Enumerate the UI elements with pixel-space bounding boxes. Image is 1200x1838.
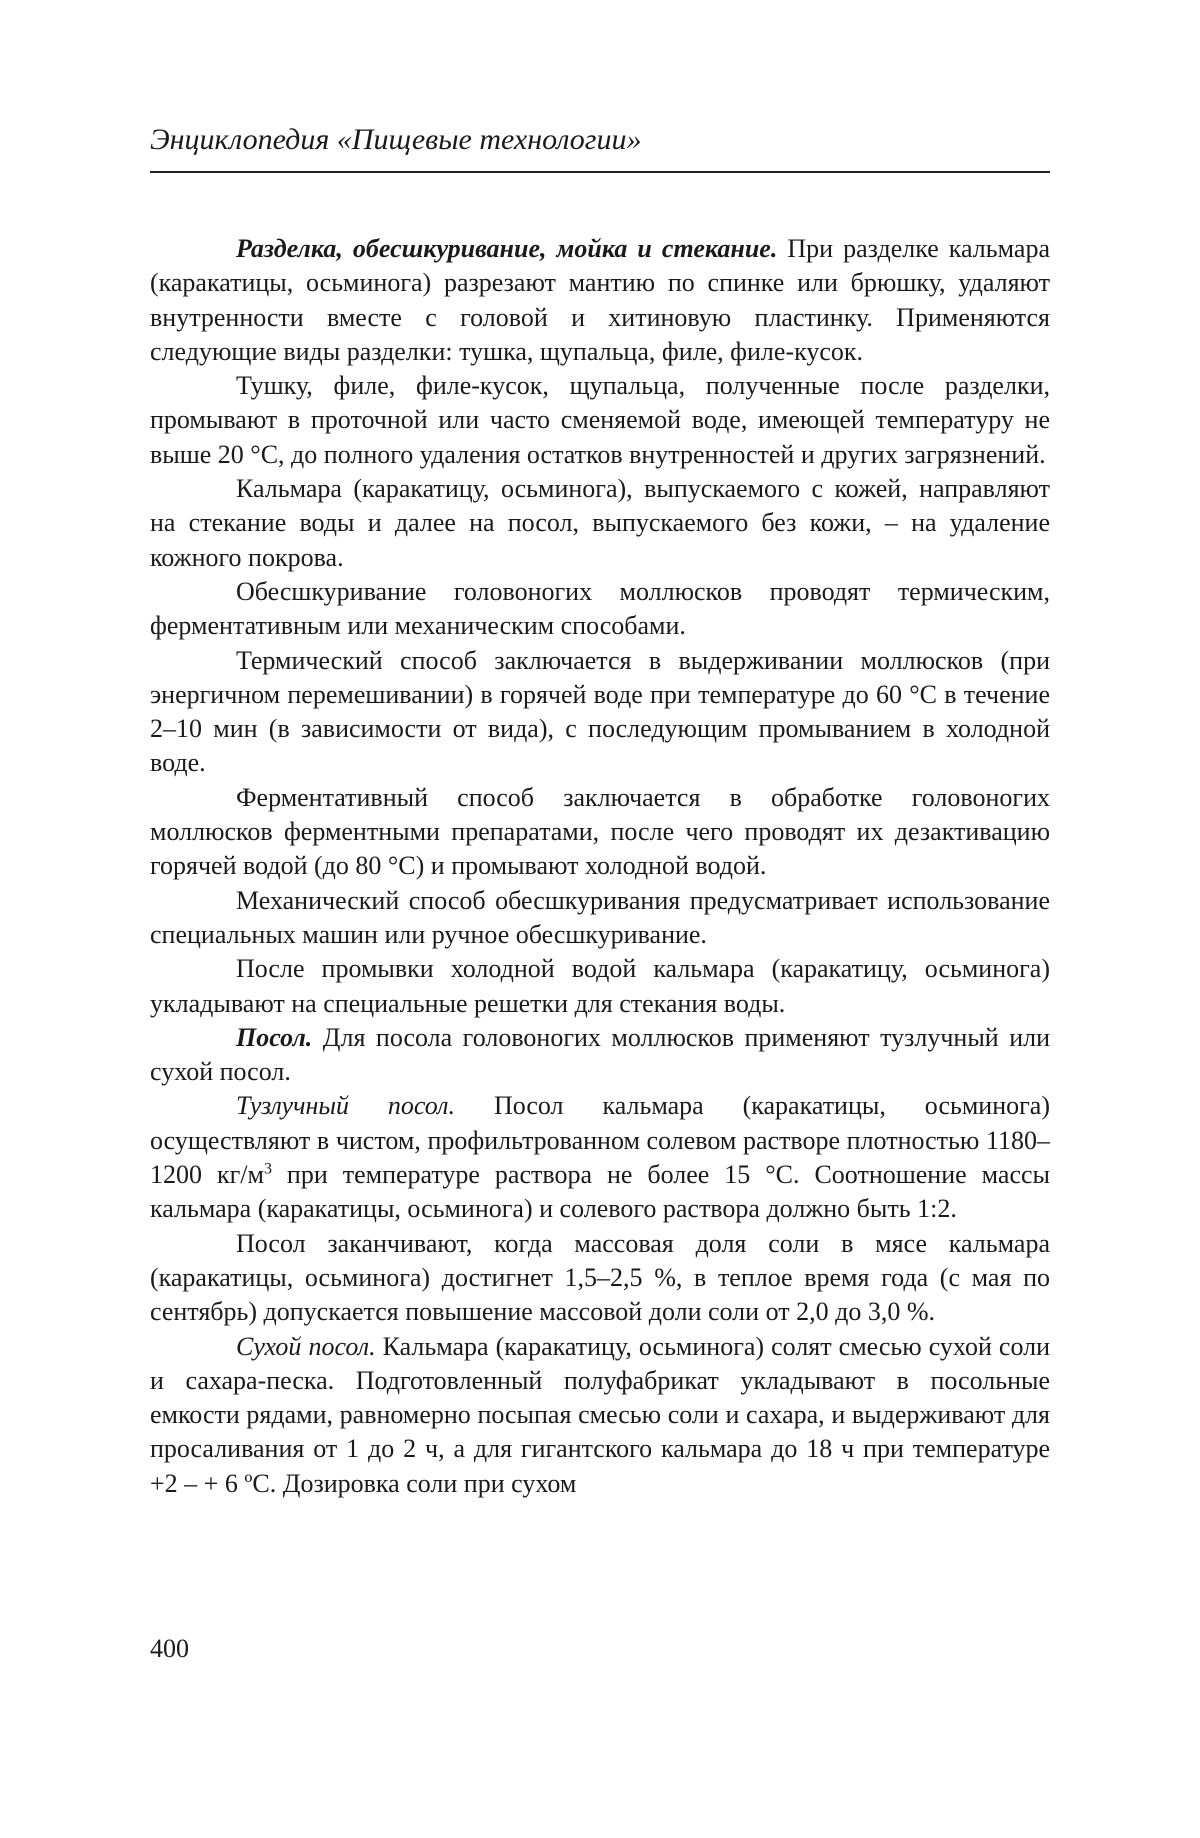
subheading-brine-salting: Тузлучный посол. — [236, 1091, 455, 1121]
subheading-dry-salting: Сухой посол. — [236, 1331, 376, 1361]
paragraph-mechanical-method — [150, 884, 1050, 953]
paragraph-text: Ферментативный способ заключается в обработке головоногих моллюсков ферментными препаратами, после чего проводят их дезактивацию горячей водой (до 80 °С) и промывают холодной водой. — [150, 782, 1050, 881]
page-body — [150, 232, 1050, 1501]
page-number: 400 — [150, 1634, 189, 1663]
paragraph-text: При разделке кальмара (каракатицы, осьминога) разрезают мантию по спинке или брюшку, удаляют внутренности вместе с головой и хитиновую пластинку. Применяются следующие виды разделки: тушка, щупальца, филе, филе-кусок. — [150, 234, 1050, 366]
paragraph-text: Кальмара (каракатицу, осьминога) солят смесью сухой соли и сахара-песка. Подготовленный полуфабрикат укладывают в посольные емкости рядами, равномерно посыпая смесью соли и сахара, и выдерживают для просаливания от 1 до 2 ч, а для гигантского кальмара до 18 ч при температуре +2 – + 6 ºС. Дозировка соли при сухом — [150, 1331, 1051, 1498]
paragraph-brine-salting — [150, 1089, 1050, 1226]
heading-cutting: Разделка, обесшкуривание, мойка и стекание. — [236, 234, 778, 263]
paragraph-text: Посол заканчивают, когда массовая доля соли в мясе кальмара (каракатицы, осьминога) достигнет 1,5–2,5 %, в теплое время года (с мая по сентябрь) допускается повышение массовой доли соли от 2,0 до 3,0 %. — [150, 1228, 1050, 1327]
paragraph-text: Механический способ обесшкуривания предусматривает использование специальных машин или ручное обесшкуривание. — [150, 885, 1050, 949]
heading-salting: Посол. — [236, 1022, 313, 1052]
paragraph-dry-salting — [150, 1330, 1050, 1501]
paragraph-text: Обесшкуривание головоногих моллюсков проводят термическим, ферментативным или механическим способами. — [150, 576, 1050, 641]
paragraph-salting — [150, 1021, 1050, 1090]
paragraph-text: Тушку, филе, филе-кусок, щупальца, полученные после разделки, промывают в проточной или часто сменяемой воде, имеющей температуру не выше 20 °С, до полного удаления остатков внутренностей и других загрязнений. — [150, 371, 1050, 469]
paragraph-salting-end — [150, 1227, 1050, 1330]
superscript-cubic: 3 — [263, 1160, 272, 1178]
paragraph-draining — [150, 472, 1050, 575]
paragraph-thermal-method — [150, 644, 1050, 781]
paragraph-after-washing — [150, 952, 1050, 1021]
paragraph-text: После промывки холодной водой кальмара (каракатицу, осьминога) укладывают на специальные решетки для стекания воды. — [150, 954, 1050, 1018]
paragraph-text: Для посола головоногих моллюсков применяют тузлучный или сухой посол. — [150, 1022, 1050, 1087]
paragraph-text: при температуре раствора не более 15 °С. Соотношение массы кальмара (каракатицы, осьминога) и солевого раствора должно быть 1:2. — [150, 1160, 1050, 1224]
paragraph-washing — [150, 369, 1050, 472]
header-rule — [150, 171, 1050, 173]
paragraph-enzymatic-method — [150, 781, 1050, 884]
paragraph-cutting — [150, 232, 1050, 369]
paragraph-text: Термический способ заключается в выдерживании моллюсков (при энергичном перемешивании) в горячей воде при температуре до 60 °С в течение 2–10 мин (в зависимости от вида), с последующим промыванием в холодной воде. — [150, 645, 1050, 778]
paragraph-text: Кальмара (каракатицу, осьминога), выпускаемого с кожей, направляют на стекание воды и далее на посол, выпускаемого без кожи, – на удаление кожного покрова. — [150, 474, 1050, 572]
paragraph-text: Посол кальмара (каракатицы, осьминога) осуществляют в чистом, профильтрованном солевом растворе плотностью 1180–1200 кг/м — [150, 1091, 1050, 1190]
running-header — [150, 120, 1050, 160]
paragraph-skinning-methods — [150, 575, 1050, 644]
header-title: Энциклопедия «Пищевые технологии» — [150, 123, 642, 156]
